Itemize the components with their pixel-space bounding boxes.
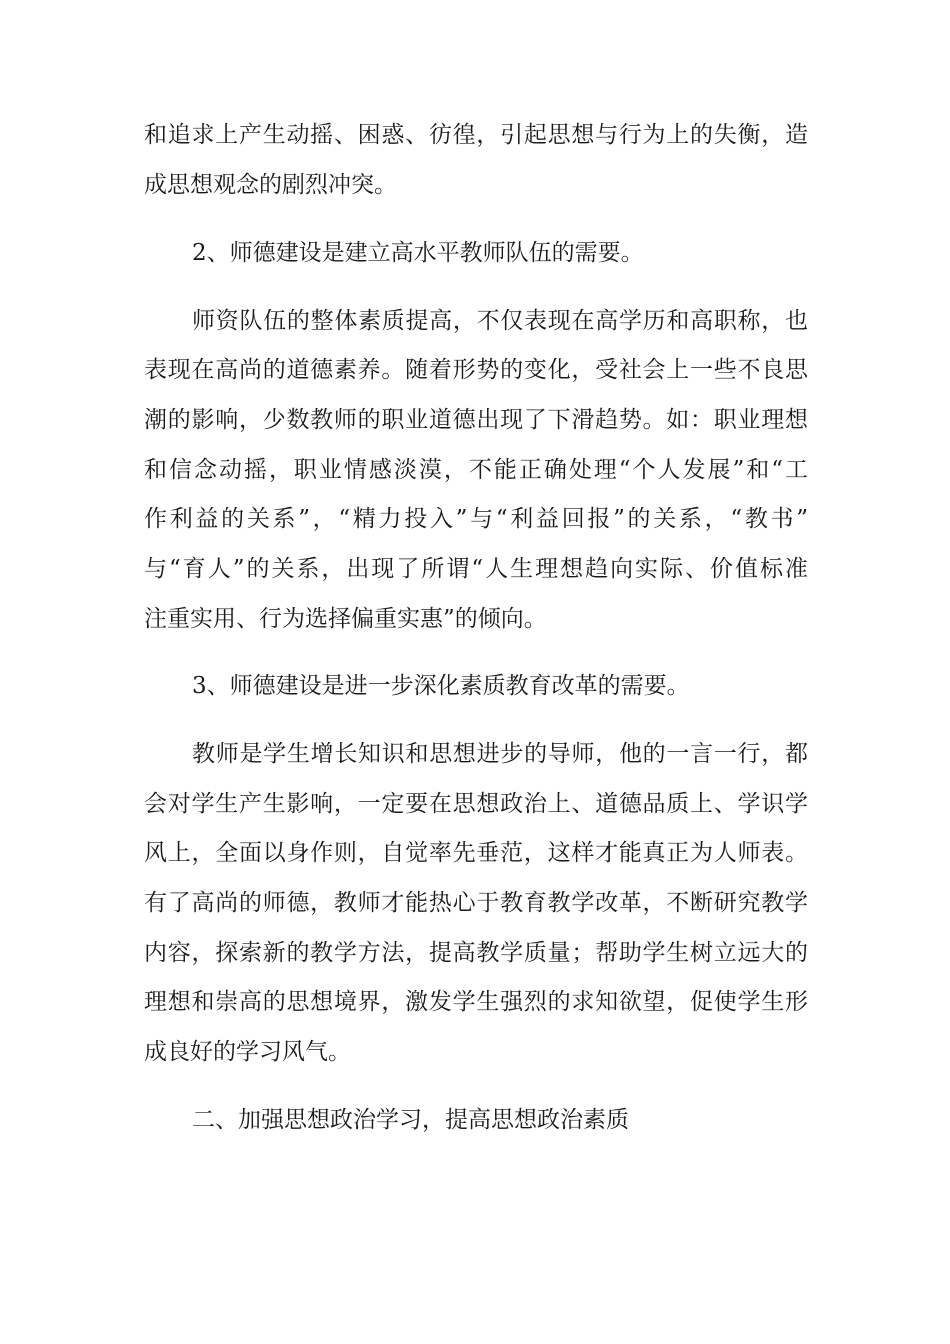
subheading-2: 2、师德建设是建立高水平教师队伍的需要。 (192, 240, 644, 266)
section-heading-2: 二、加强思想政治学习，提高思想政治素质 (192, 1107, 629, 1133)
text-line: 表现在高尚的道德素养。随着形势的变化，受社会上一些不良思 (144, 357, 808, 383)
text-line: 和追求上产生动摇、困惑、彷徨，引起思想与行为上的失衡，造 (144, 122, 808, 148)
text-line: 理想和崇高的思想境界，激发学生强烈的求知欲望，促使学生形 (144, 989, 808, 1015)
text-line: 有了高尚的师德，教师才能热心于教育教学改革，不断研究教学 (144, 890, 808, 916)
text-line: 与“育人”的关系，出现了所谓“人生理想趋向实际、价值标准 (144, 556, 808, 582)
text-line: 风上，全面以身作则，自觉率先垂范，这样才能真正为人师表。 (144, 840, 808, 866)
text-line: 和信念动摇，职业情感淡漠，不能正确处理“个人发展”和“工 (144, 457, 808, 483)
text-line: 作利益的关系”，“精力投入”与“利益回报”的关系，“教书” (144, 506, 808, 532)
text-line: 内容，探索新的教学方法，提高教学质量；帮助学生树立远大的 (144, 940, 808, 966)
text-line: 注重实用、行为选择偏重实惠”的倾向。 (144, 606, 547, 632)
text-line: 会对学生产生影响，一定要在思想政治上、道德品质上、学识学 (144, 791, 808, 817)
subheading-3: 3、师德建设是进一步深化素质教育改革的需要。 (192, 673, 690, 699)
text-line: 成思想观念的剧烈冲突。 (144, 172, 397, 198)
text-line: 潮的影响，少数教师的职业道德出现了下滑趋势。如：职业理想 (144, 407, 808, 433)
text-line: 成良好的学习风气。 (144, 1039, 351, 1065)
text-line: 师资队伍的整体素质提高，不仅表现在高学历和高职称，也 (192, 308, 808, 334)
text-line: 教师是学生增长知识和思想进步的导师，他的一言一行，都 (192, 741, 808, 767)
